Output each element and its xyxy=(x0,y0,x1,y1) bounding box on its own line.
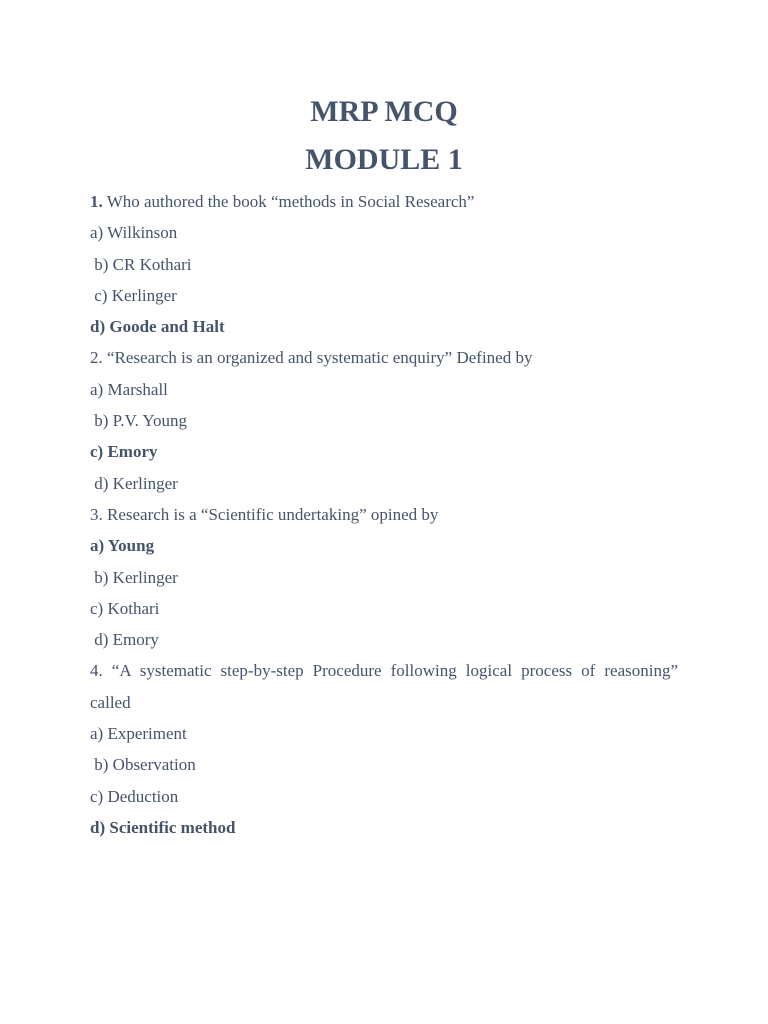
module-heading: MODULE 1 xyxy=(305,143,463,176)
document-title: MRP MCQ xyxy=(310,95,458,128)
question-4 xyxy=(90,655,678,718)
option: d) Emory xyxy=(90,630,159,650)
question-text: “A systematic step-by-step Procedure following logical process of reasoning” called xyxy=(90,661,678,712)
question-text: “Research is an organized and systematic enquiry” Defined by xyxy=(102,348,533,368)
option: a) Experiment xyxy=(90,724,187,744)
question-text: Research is a “Scientific undertaking” opined by xyxy=(102,504,439,524)
option: d) Kerlinger xyxy=(90,473,178,493)
correct-option: c) Emory xyxy=(90,442,158,462)
option: b) P.V. Young xyxy=(90,411,188,431)
question-list xyxy=(90,186,678,843)
option: b) Kerlinger xyxy=(90,567,178,587)
option: b) Observation xyxy=(90,755,196,775)
question-number: 2. xyxy=(90,348,103,368)
option: c) Deduction xyxy=(90,786,179,806)
option: a) Wilkinson xyxy=(90,223,178,243)
correct-option: d) Goode and Halt xyxy=(90,317,225,337)
correct-option: d) Scientific method xyxy=(90,817,236,837)
question-3 xyxy=(90,499,678,530)
question-1 xyxy=(90,186,678,217)
question-text: Who authored the book “methods in Social Research” xyxy=(102,192,475,211)
question-number: 3. xyxy=(90,504,103,524)
correct-option: a) Young xyxy=(90,536,155,556)
question-2 xyxy=(90,342,678,373)
option: a) Marshall xyxy=(90,379,168,399)
question-number: 4. xyxy=(90,661,103,681)
option: b) CR Kothari xyxy=(90,254,192,274)
option: c) Kothari xyxy=(90,598,160,618)
option: c) Kerlinger xyxy=(90,285,177,305)
question-number: 1. xyxy=(90,192,103,211)
